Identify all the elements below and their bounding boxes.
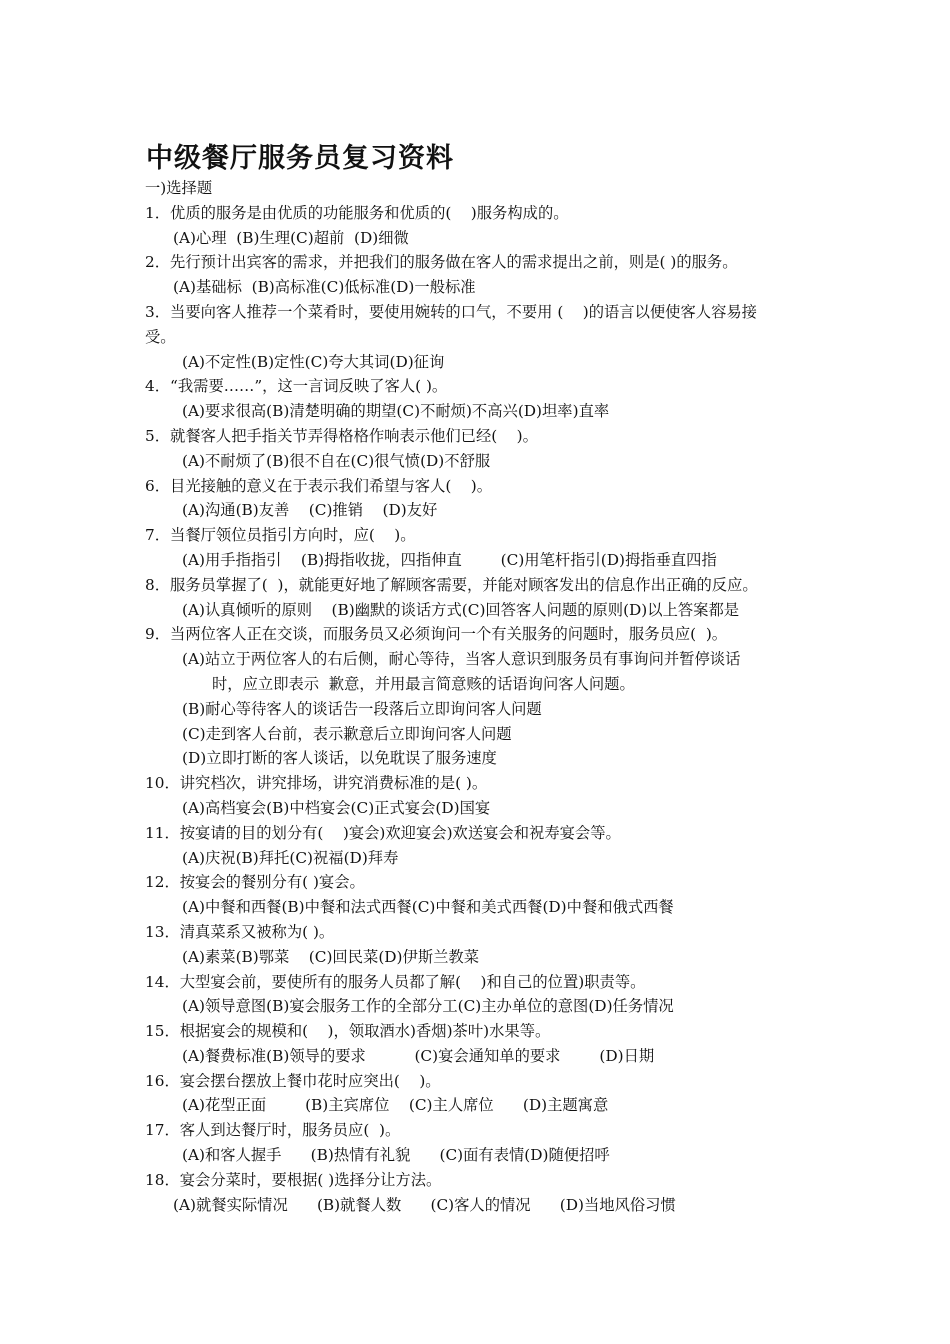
question-line: 12．按宴会的餐别分有( )宴会。 — [145, 873, 365, 892]
answer-options: (A)认真倾听的原则 (B)幽默的谈话方式(C)回答客人问题的原则(D)以上答案都是 — [182, 600, 740, 619]
answer-options: (A)领导意图(B)宴会服务工作的全部分工(C)主办单位的意图(D)任务情况 — [182, 997, 674, 1016]
question-line: 4．“我需要……”，这一言词反映了客人( )。 — [145, 377, 448, 396]
question-list — [145, 176, 825, 1217]
answer-options: (A)站立于两位客人的右后侧，耐心等待，当客人意识到服务员有事询问并暂停谈话 — [182, 650, 741, 669]
answer-options: (A)庆祝(B)拜托(C)祝福(D)拜寿 — [182, 848, 399, 867]
answer-options: (A)用手指指引 (B)拇指收拢，四指伸直 (C)用笔杆指引(D)拇指垂直四指 — [182, 550, 717, 569]
answer-options: (A)餐费标准(B)领导的要求 (C)宴会通知单的要求 (D)日期 — [182, 1046, 655, 1065]
question-line: 16．宴会摆台摆放上餐巾花时应突出( )。 — [145, 1071, 441, 1090]
answer-options: (A)花型正面 (B)主宾席位 (C)主人席位 (D)主题寓意 — [182, 1096, 609, 1115]
answer-options: (A)就餐实际情况 (B)就餐人数 (C)客人的情况 (D)当地风俗习惯 — [173, 1195, 676, 1214]
question-line: 8．服务员掌握了( )，就能更好地了解顾客需要，并能对顾客发出的信息作出正确的反应。 — [145, 575, 758, 594]
question-line: 2．先行预计出宾客的需求，并把我们的服务做在客人的需求提出之前，则是( )的服务。 — [145, 253, 738, 272]
answer-options: (A)素菜(B)鄂菜 (C)回民菜(D)伊斯兰教菜 — [182, 947, 480, 966]
answer-options: (A)心理 (B)生理(C)超前 (D)细微 — [173, 228, 409, 247]
question-line: 11．按宴请的目的划分有( )宴会)欢迎宴会)欢送宴会和祝寿宴会等。 — [145, 823, 621, 842]
answer-options: (D)立即打断的客人谈话，以免耽误了服务速度 — [182, 749, 497, 768]
answer-options: (A)沟通(B)友善 (C)推销 (D)友好 — [182, 501, 438, 520]
answer-options: (A)不定性(B)定性(C)夸大其词(D)征询 — [182, 352, 445, 371]
question-line: 15．根据宴会的规模和( )，领取酒水)香烟)茶叶)水果等。 — [145, 1022, 551, 1041]
question-line: 13．清真菜系又被称为( )。 — [145, 922, 335, 941]
answer-options: (C)走到客人台前，表示歉意后立即询问客人问题 — [182, 724, 512, 743]
question-line: 14．大型宴会前，要使所有的服务人员都了解( )和自己的位置)职责等。 — [145, 972, 646, 991]
question-line: 3．当要向客人推荐一个菜肴时，要使用婉转的口气，不要用 ( )的语言以便使客人容易接 — [145, 302, 757, 321]
answer-options: (B)耐心等待客人的谈话告一段落后立即询问客人问题 — [182, 699, 542, 718]
answer-options: (A)不耐烦了(B)很不自在(C)很气愤(D)不舒服 — [182, 451, 491, 470]
question-line: 受。 — [145, 327, 176, 346]
answer-options: (A)基础标 (B)高标准(C)低标准(D)一般标准 — [173, 278, 476, 297]
answer-options: (A)中餐和西餐(B)中餐和法式西餐(C)中餐和美式西餐(D)中餐和俄式西餐 — [182, 898, 674, 917]
question-line: 10．讲究档次，讲究排场，讲究消费标准的是( )。 — [145, 774, 488, 793]
answer-options: (A)高档宴会(B)中档宴会(C)正式宴会(D)国宴 — [182, 798, 491, 817]
question-line: 1．优质的服务是由优质的功能服务和优质的( )服务构成的。 — [145, 203, 569, 222]
document-title: 中级餐厅服务员复习资料 — [146, 143, 454, 174]
answer-options: (A)要求很高(B)清楚明确的期望(C)不耐烦)不高兴(D)坦率)直率 — [182, 402, 610, 421]
section-heading: 一)选择题 — [145, 179, 213, 197]
answer-options: (A)和客人握手 (B)热情有礼貌 (C)面有表情(D)随便招呼 — [182, 1146, 610, 1165]
question-line: 7．当餐厅领位员指引方向时，应( )。 — [145, 526, 416, 545]
question-line: 17．客人到达餐厅时，服务员应( )。 — [145, 1121, 401, 1140]
question-line: 18．宴会分菜时，要根据( )选择分让方法。 — [145, 1170, 442, 1189]
question-line: 9．当两位客人正在交谈，而服务员又必须询问一个有关服务的问题时，服务员应( )。 — [145, 625, 728, 644]
answer-options: 时，应立即表示 歉意，并用最言简意赅的话语询问客人问题。 — [212, 674, 635, 693]
question-line: 6．目光接触的意义在于表示我们希望与客人( )。 — [145, 476, 493, 495]
question-line: 5．就餐客人把手指关节弄得格格作响表示他们已经( )。 — [145, 426, 538, 445]
